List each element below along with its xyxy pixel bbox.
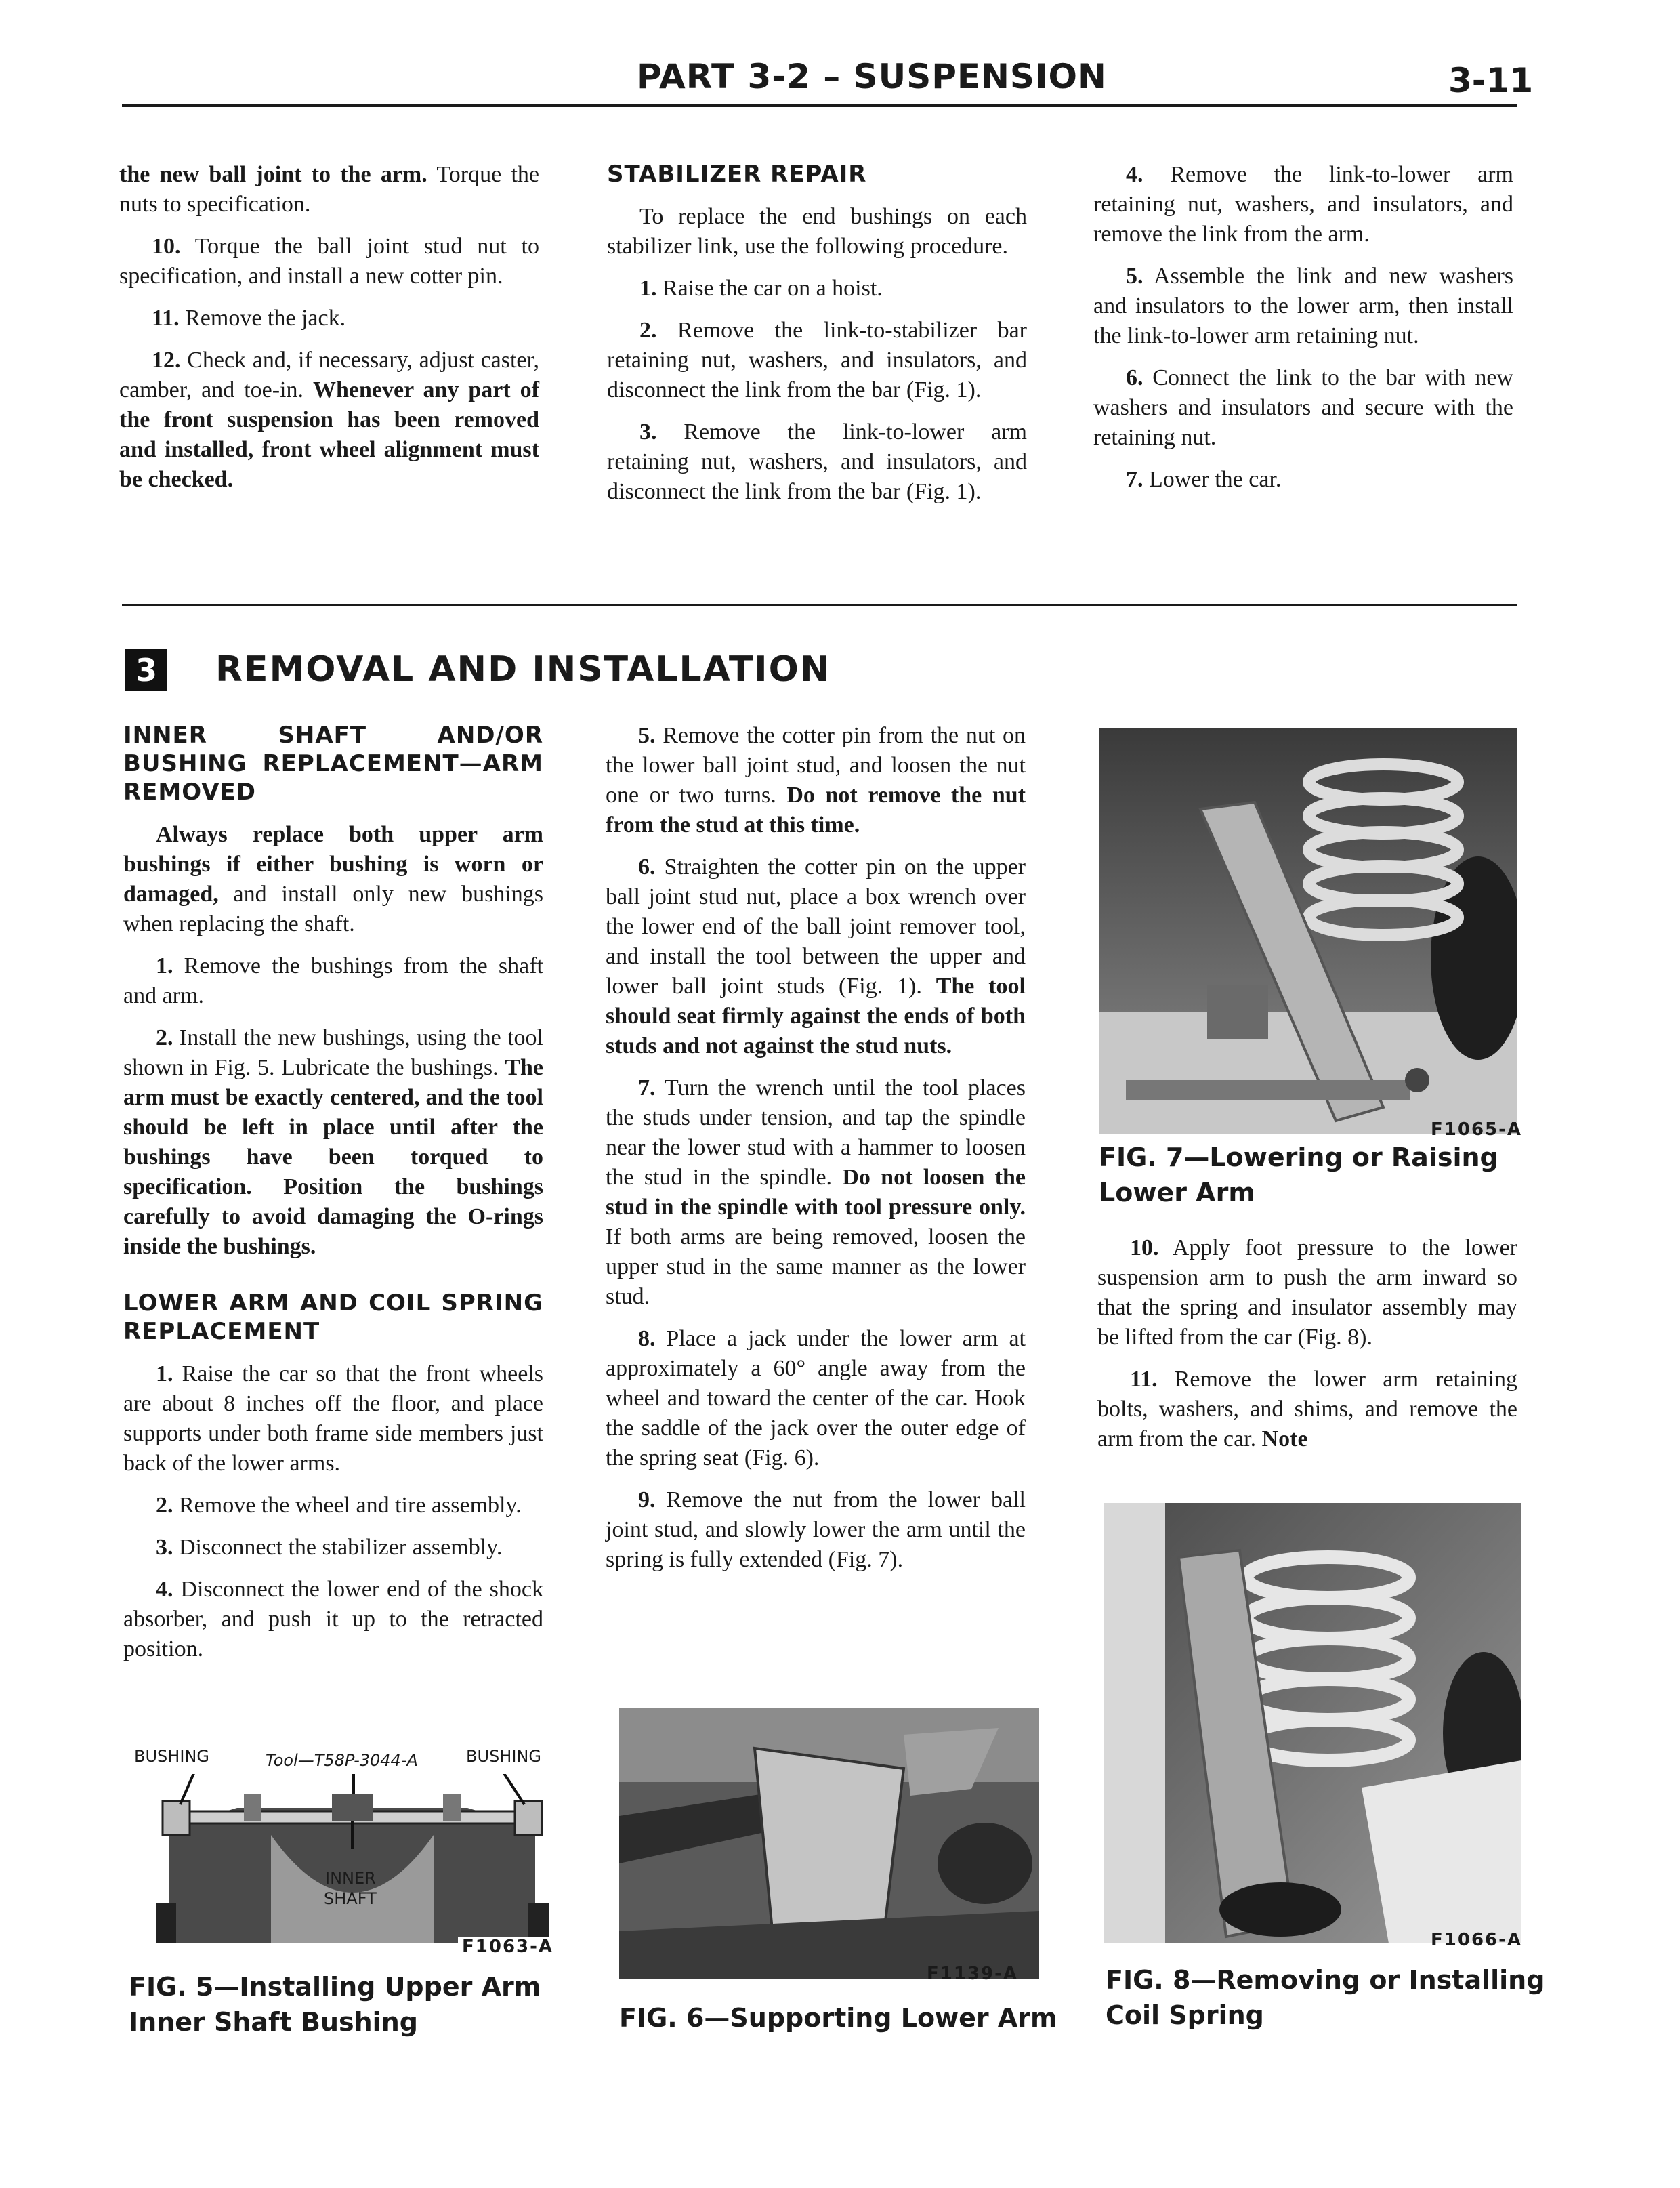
fig7-photo	[1099, 728, 1517, 1134]
fig5-code: F1063-A	[458, 1937, 558, 1957]
page-number: 3-11	[1448, 61, 1534, 100]
top-column-2	[607, 160, 1027, 519]
section-title: REMOVAL AND INSTALLATION	[215, 649, 831, 690]
paragraph: 2. Remove the link-to-stabilizer bar retaining nut, washers, and insulators, and disconnect the link from the bar (Fig. 1).	[607, 318, 1027, 402]
paragraph: 6. Straighten the cotter pin on the upper ball joint stud nut, place a box wrench over the lower end of the ball joint remover tool, and install the tool between the upper and lower ball joint studs (Fig. 1). The tool should seat firmly against the ends of both studs and not against the stud nuts.	[606, 854, 1026, 1058]
paragraph: 5. Remove the cotter pin from the nut on the lower ball joint stud, and loosen the nut one or two turns. Do not remove the nut from the stud at this time.	[606, 723, 1026, 838]
paragraph: 3. Remove the link-to-lower arm retaining nut, washers, and insulators, and disconnect the link from the bar (Fig. 1).	[607, 419, 1027, 504]
top-column-1	[119, 160, 539, 507]
paragraph: 7. Turn the wrench until the tool places the studs under tension, and tap the spindle near the lower stud with a hammer to loosen the stud in the spindle. Do not loosen the stud in the spindle with tool pressure only. If both arms are being removed, loosen the upper stud in the same manner as the lower stud.	[606, 1075, 1026, 1309]
paragraph: 1. Raise the car so that the front wheels are about 8 inches off the floor, and place supports under both frame side members just back of the lower arms.	[123, 1361, 543, 1476]
paragraph: 3. Disconnect the stabilizer assembly.	[156, 1535, 503, 1560]
paragraph: 9. Remove the nut from the lower ball joint stud, and slowly lower the arm until the spring is fully extended (Fig. 7).	[606, 1487, 1026, 1572]
lower-arm-steps	[123, 1359, 543, 1664]
fig5-caption-line1: FIG. 5—Installing Upper Arm	[129, 1972, 541, 2002]
paragraph: 7. Lower the car.	[1126, 467, 1282, 492]
fig6-code: F1139-A	[927, 1964, 1019, 1984]
paragraph: To replace the end bushings on each stabilizer link, use the following procedure.	[607, 204, 1027, 259]
paragraph: 11. Remove the lower arm retaining bolts, washers, and shims, and remove the arm from the car. Note	[1097, 1367, 1517, 1451]
fig5-diagram	[156, 1774, 549, 1957]
fig7-illustration	[1099, 728, 1517, 1134]
paragraph: 2. Install the new bushings, using the tool shown in Fig. 5. Lubricate the bushings. The arm must be exactly centered, and the tool should be left in place until after the bushings have been torqued to specification. Position the bushings carefully to avoid damaging the O-rings inside the bushings.	[123, 1025, 543, 1259]
lower-arm-heading: LOWER ARM AND COIL SPRING REPLACEMENT	[123, 1289, 543, 1345]
paragraph: the new ball joint to the arm. Torque the nuts to specification.	[119, 162, 539, 217]
fig5-label-tool: Tool—T58P-3044-A	[266, 1751, 418, 1770]
stabilizer-repair-steps	[607, 202, 1027, 507]
bottom-column-1	[123, 721, 543, 1676]
fig5-label-bushing-left: BUSHING	[134, 1747, 209, 1766]
fig7-caption-line1: FIG. 7—Lowering or Raising	[1099, 1142, 1498, 1172]
fig7-caption-line2: Lower Arm	[1099, 1178, 1255, 1207]
fig8-caption-line1: FIG. 8—Removing or Installing	[1106, 1965, 1545, 1995]
fig5-illustration	[156, 1774, 549, 1957]
paragraph: 10. Torque the ball joint stud nut to specification, and install a new cotter pin.	[119, 234, 539, 289]
inner-shaft-heading: INNER SHAFT AND/OR BUSHING REPLACEMENT—ARM REMOVED	[123, 722, 543, 806]
fig8-caption-line2: Coil Spring	[1106, 2000, 1264, 2030]
paragraph: 1. Raise the car on a hoist.	[639, 276, 883, 301]
paragraph: 4. Remove the link-to-lower arm retaining nut, washers, and insulators, and remove the link from the arm.	[1093, 162, 1513, 247]
stabilizer-repair-heading: STABILIZER REPAIR	[607, 161, 867, 188]
paragraph: 2. Remove the wheel and tire assembly.	[156, 1493, 522, 1518]
fig6-caption: FIG. 6—Supporting Lower Arm	[619, 2003, 1057, 2033]
bottom-column-2	[606, 721, 1026, 1587]
fig8-code: F1066-A	[1431, 1930, 1523, 1950]
fig7-code: F1065-A	[1431, 1119, 1523, 1140]
header-rule	[122, 104, 1517, 107]
fig5-label-inner: INNER	[325, 1869, 376, 1888]
fig5-label-shaft: SHAFT	[324, 1889, 377, 1908]
inner-shaft-steps	[123, 820, 543, 1262]
top-column-3	[1093, 160, 1513, 507]
fig6-photo	[619, 1708, 1039, 1979]
paragraph: 12. Check and, if necessary, adjust caster, camber, and toe-in. Whenever any part of the front suspension has been removed and installed, front wheel alignment must be checked.	[119, 348, 540, 492]
paragraph: 4. Disconnect the lower end of the shock absorber, and push it up to the retracted position.	[123, 1577, 543, 1661]
fig5-label-bushing-right: BUSHING	[466, 1747, 541, 1766]
fig6-illustration	[619, 1708, 1039, 1979]
paragraph: 8. Place a jack under the lower arm at approximately a 60° angle away from the wheel and toward the center of the car. Hook the saddle of the jack over the outer edge of the spring seat (Fig. 6).	[606, 1326, 1026, 1470]
section-rule	[122, 604, 1517, 606]
paragraph: 5. Assemble the link and new washers and insulators to the lower arm, then install the link-to-lower arm retaining nut.	[1093, 264, 1513, 348]
paragraph: 1. Remove the bushings from the shaft and arm.	[123, 953, 543, 1008]
paragraph: 6. Connect the link to the bar with new washers and insulators and secure with the retaining nut.	[1093, 365, 1513, 450]
paragraph: 11. Remove the jack.	[152, 306, 346, 331]
fig5-caption-line2: Inner Shaft Bushing	[129, 2007, 418, 2037]
page-header-title: PART 3-2 – SUSPENSION	[637, 57, 1107, 96]
section-number-badge: 3	[125, 649, 167, 691]
fig8-photo	[1104, 1503, 1521, 1943]
paragraph: Always replace both upper arm bushings if either bushing is worn or damaged, and install only new bushings when replacing the shaft.	[123, 822, 543, 936]
paragraph: 10. Apply foot pressure to the lower suspension arm to push the arm inward so that the spring and insulator assembly may be lifted from the car (Fig. 8).	[1097, 1235, 1517, 1350]
bottom-column-3	[1097, 1233, 1517, 1466]
fig8-illustration	[1104, 1503, 1521, 1943]
